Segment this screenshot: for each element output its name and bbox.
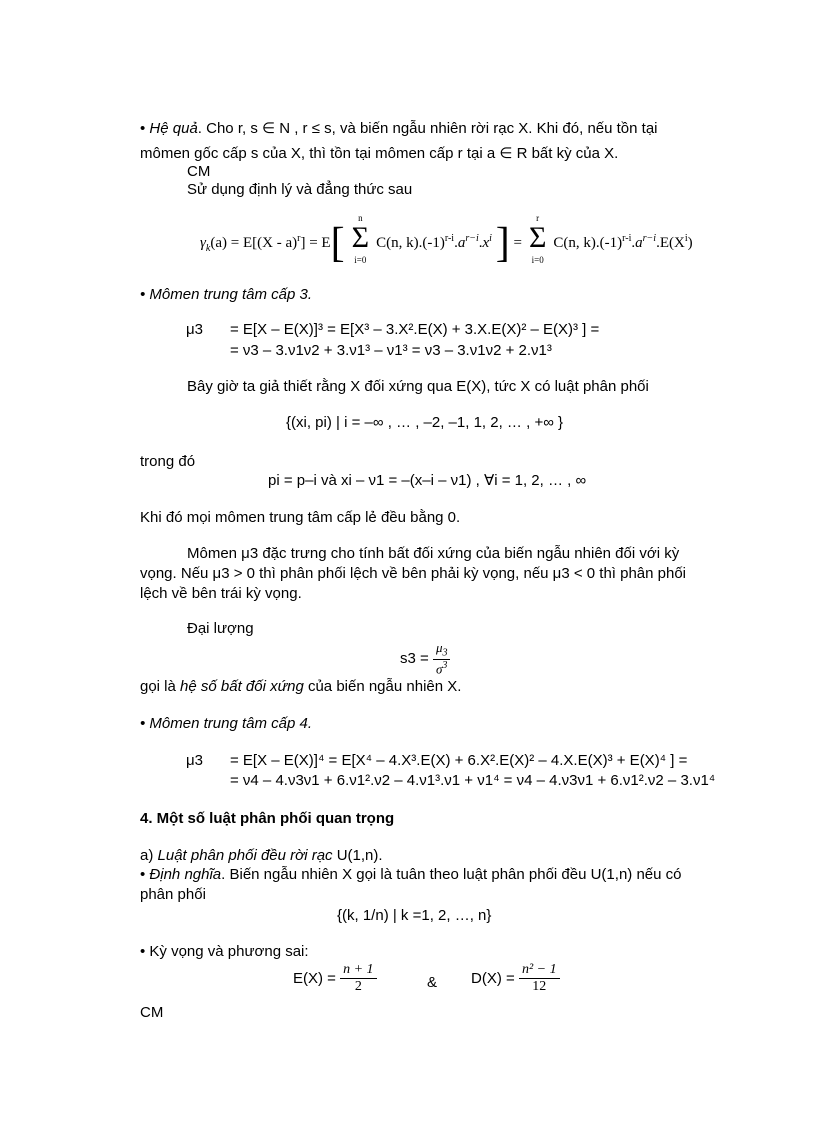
mu4-line1: = E[X – E(X)]⁴ = E[X⁴ – 4.X³.E(X) + 6.X².E(X)² – 4.X.E(X)³ + E(X)⁴ ] = xyxy=(230,752,688,769)
formula-gamma: $\gamma_k(a) = E[(X - a)^r] = E$[ n Σ i=0 C(n, $k).(-1)^{r-i}.a^{r-i}.x^i$ ] = r Σ i=0 C(n, $k).(-1)^{r-i}.a^{r-i}.E(X^i)$ xyxy=(200,213,693,267)
corollary-label: Hệ quả xyxy=(149,120,198,137)
assume-text: Bây giờ ta giả thiết rằng X đối xứng qua E(X), tức X có luật phân phối xyxy=(187,378,649,395)
variance-formula: D(X) = $\frac{\text{n² − 1}}{12}$ xyxy=(471,962,560,995)
sum-symbol-1: n Σ i=0 xyxy=(351,213,370,265)
odd-moments-text: Khi đó mọi mômen trung tâm cấp lẻ đều bằng 0. xyxy=(140,509,461,526)
skewness-formula: s3 = $\frac{\mu_3}{\sigma^3}$ xyxy=(400,640,450,677)
corollary-line2: mômen gốc cấp s của X, thì tồn tại mômen cấp r tại a ∈ R bất kỳ của X. xyxy=(140,145,619,162)
sum-symbol-2: r Σ i=0 xyxy=(528,213,547,265)
definition-line1: • Định nghĩa. Biến ngẫu nhiên X gọi là tuân theo luật phân phối đều U(1,n) nếu có xyxy=(140,866,682,883)
subsection-a: a) Luật phân phối đều rời rạc U(1,n). xyxy=(140,847,383,864)
mu3-line2: = ν3 – 3.ν1ν2 + 3.ν1³ – ν1³ = ν3 – 3.ν1ν2 + 2.ν1³ xyxy=(230,342,552,359)
corollary-line1: • Hệ quả. Cho r, s ∈ N , r ≤ s, và biến ngẫu nhiên rời rạc X. Khi đó, nếu tồn tại xyxy=(140,120,658,137)
symmetry-condition: pi = p–i và xi – ν1 = –(x–i – ν1) , ∀i = 1, 2, … , ∞ xyxy=(268,472,587,489)
use-text: Sử dụng định lý và đẳng thức sau xyxy=(187,181,413,198)
mu4-heading: • Mômen trung tâm cấp 4. xyxy=(140,715,312,732)
cm-label: CM xyxy=(187,163,211,180)
ampersand: & xyxy=(427,974,438,991)
expectation-formula: E(X) = $\frac{n + 1}{2}$ xyxy=(293,962,377,995)
skewness-called: gọi là hệ số bất đối xứng của biến ngẫu nhiên X. xyxy=(140,678,462,695)
mu4-line2: = ν4 – 4.ν3ν1 + 6.ν1².ν2 – 4.ν1³.ν1 + ν1⁴ = ν4 – 4.ν3ν1 + 6.ν1².ν2 – 3.ν1⁴ xyxy=(230,772,716,789)
expectation-variance-label: • Kỳ vọng và phương sai: xyxy=(140,943,309,960)
section-title: 4. Một số luật phân phối quan trọng xyxy=(140,810,395,827)
mu3-line1: = E[X – E(X)]³ = E[X³ – 3.X².E(X) + 3.X.E(X)² – E(X)³ ] = xyxy=(230,321,600,338)
mu3-heading: • Mômen trung tâm cấp 3. xyxy=(140,286,312,303)
where-text: trong đó xyxy=(140,453,196,470)
cm-label-2: CM xyxy=(140,1004,164,1021)
mu3-para-line2: vọng. Nếu μ3 > 0 thì phân phối lệch về bên phải kỳ vọng, nếu μ3 < 0 thì phân phối xyxy=(140,565,687,582)
mu3-para-line3: lệch về bên trái kỳ vọng. xyxy=(140,585,302,602)
quantity-text: Đại lượng xyxy=(187,620,254,637)
mu3-symbol: μ3 xyxy=(186,321,203,338)
mu3-para-line1: Mômen μ3 đặc trưng cho tính bất đối xứng của biến ngẫu nhiên đối với kỳ xyxy=(187,545,680,562)
mu4-symbol: μ3 xyxy=(186,752,203,769)
uniform-distribution: {(k, 1/n) | k =1, 2, …, n} xyxy=(337,907,492,924)
definition-line2: phân phối xyxy=(140,886,206,903)
dist-symmetric: {(xi, pi) | i = –∞ , … , –2, –1, 1, 2, … , +∞ } xyxy=(286,414,564,431)
